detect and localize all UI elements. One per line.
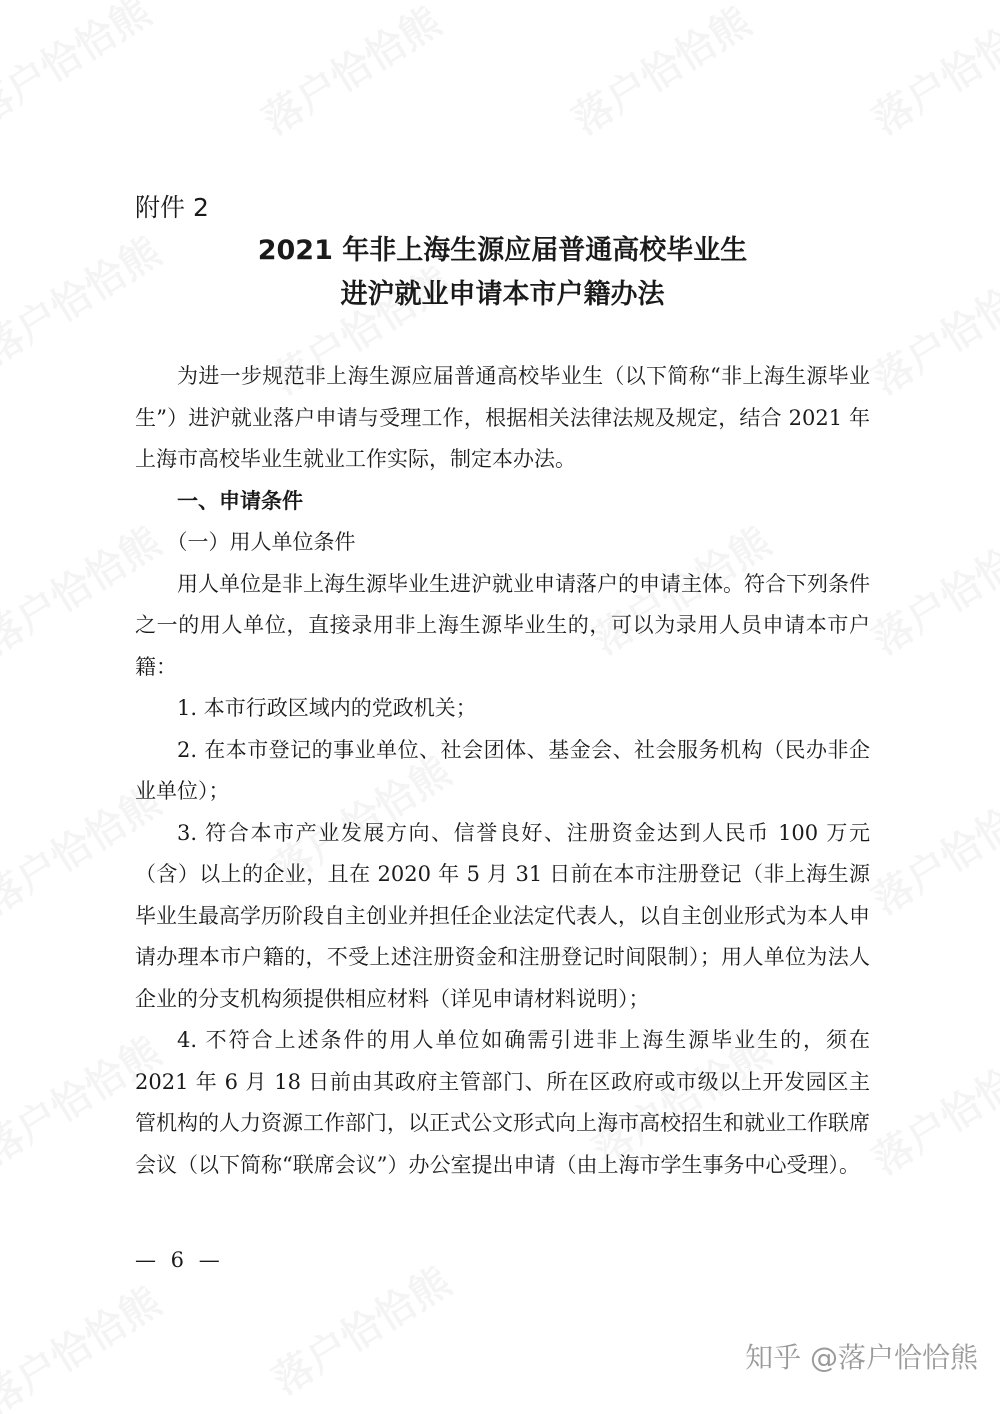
watermark-text <box>560 0 760 146</box>
watermark-text <box>250 0 450 146</box>
subsection-heading: （一）用人单位条件 <box>166 530 356 554</box>
document-title-line1: 2021 年非上海生源应届普通高校毕业生 <box>257 235 748 266</box>
list-item: 1. 本市行政区域内的党政机关； <box>177 696 477 720</box>
watermark-text <box>0 0 160 136</box>
intro-paragraph: 为进一步规范非上海生源应届普通高校毕业生（以下简称“非上海生源毕业生”）进沪就业落户申请与受理工作，根据相关法律法规及规定，结合 2021 年上海市高校毕业生就业工作实际，制定本办法。 <box>135 364 870 471</box>
watermark-text <box>260 1251 460 1405</box>
attachment-label: 附件 2 <box>135 193 209 222</box>
list-item: 4. 不符合上述条件的用人单位如确需引进非上海生源毕业生的，须在 2021 年 6 月 18 日前由其政府主管部门、所在区政府或市级以上开发园区主管机构的人力资源工作部门，以正式公文形式向上海市高校招生和就业工作联席会议（以下简称“联席会议”）办公室提出申请（由上海市学生事务中心受理）。 <box>135 1028 870 1177</box>
body-paragraph: 用人单位是非上海生源毕业生进沪就业申请落户的申请主体。符合下列条件之一的用人单位，直接录用非上海生源毕业生的，可以为录用人员申请本市户籍： <box>135 571 870 679</box>
footer-watermark: 知乎 @落户恰恰熊 <box>745 1341 978 1374</box>
watermark-text <box>0 1271 170 1414</box>
list-item: 3. 符合本市产业发展方向、信誉良好、注册资金达到人民币 100 万元（含）以上的企业，且在 2020 年 5 月 31 日前在本市注册登记（非上海生源毕业生最高学历阶段自主创业并担任企业法定代表人，以自主创业形式为本人申请办理本市户籍的，不受上述注册资金和注册登记时间限制）；用人单位为法人企业的分支机构须提供相应材料（详见申请材料说明）； <box>135 820 870 1011</box>
watermark-text <box>860 0 1000 146</box>
watermark-text <box>860 511 1000 665</box>
document-body <box>135 356 870 1186</box>
document-title-line2: 进沪就业申请本市户籍办法 <box>340 279 665 310</box>
list-item: 2. 在本市登记的事业单位、社会团体、基金会、社会服务机构（民办非企业单位）； <box>135 737 870 803</box>
watermark-text <box>860 251 1000 405</box>
watermark-text <box>860 771 1000 925</box>
watermark-text <box>860 1031 1000 1185</box>
section-heading: 一、申请条件 <box>177 488 303 513</box>
page-number: — 6 — <box>135 1248 224 1272</box>
